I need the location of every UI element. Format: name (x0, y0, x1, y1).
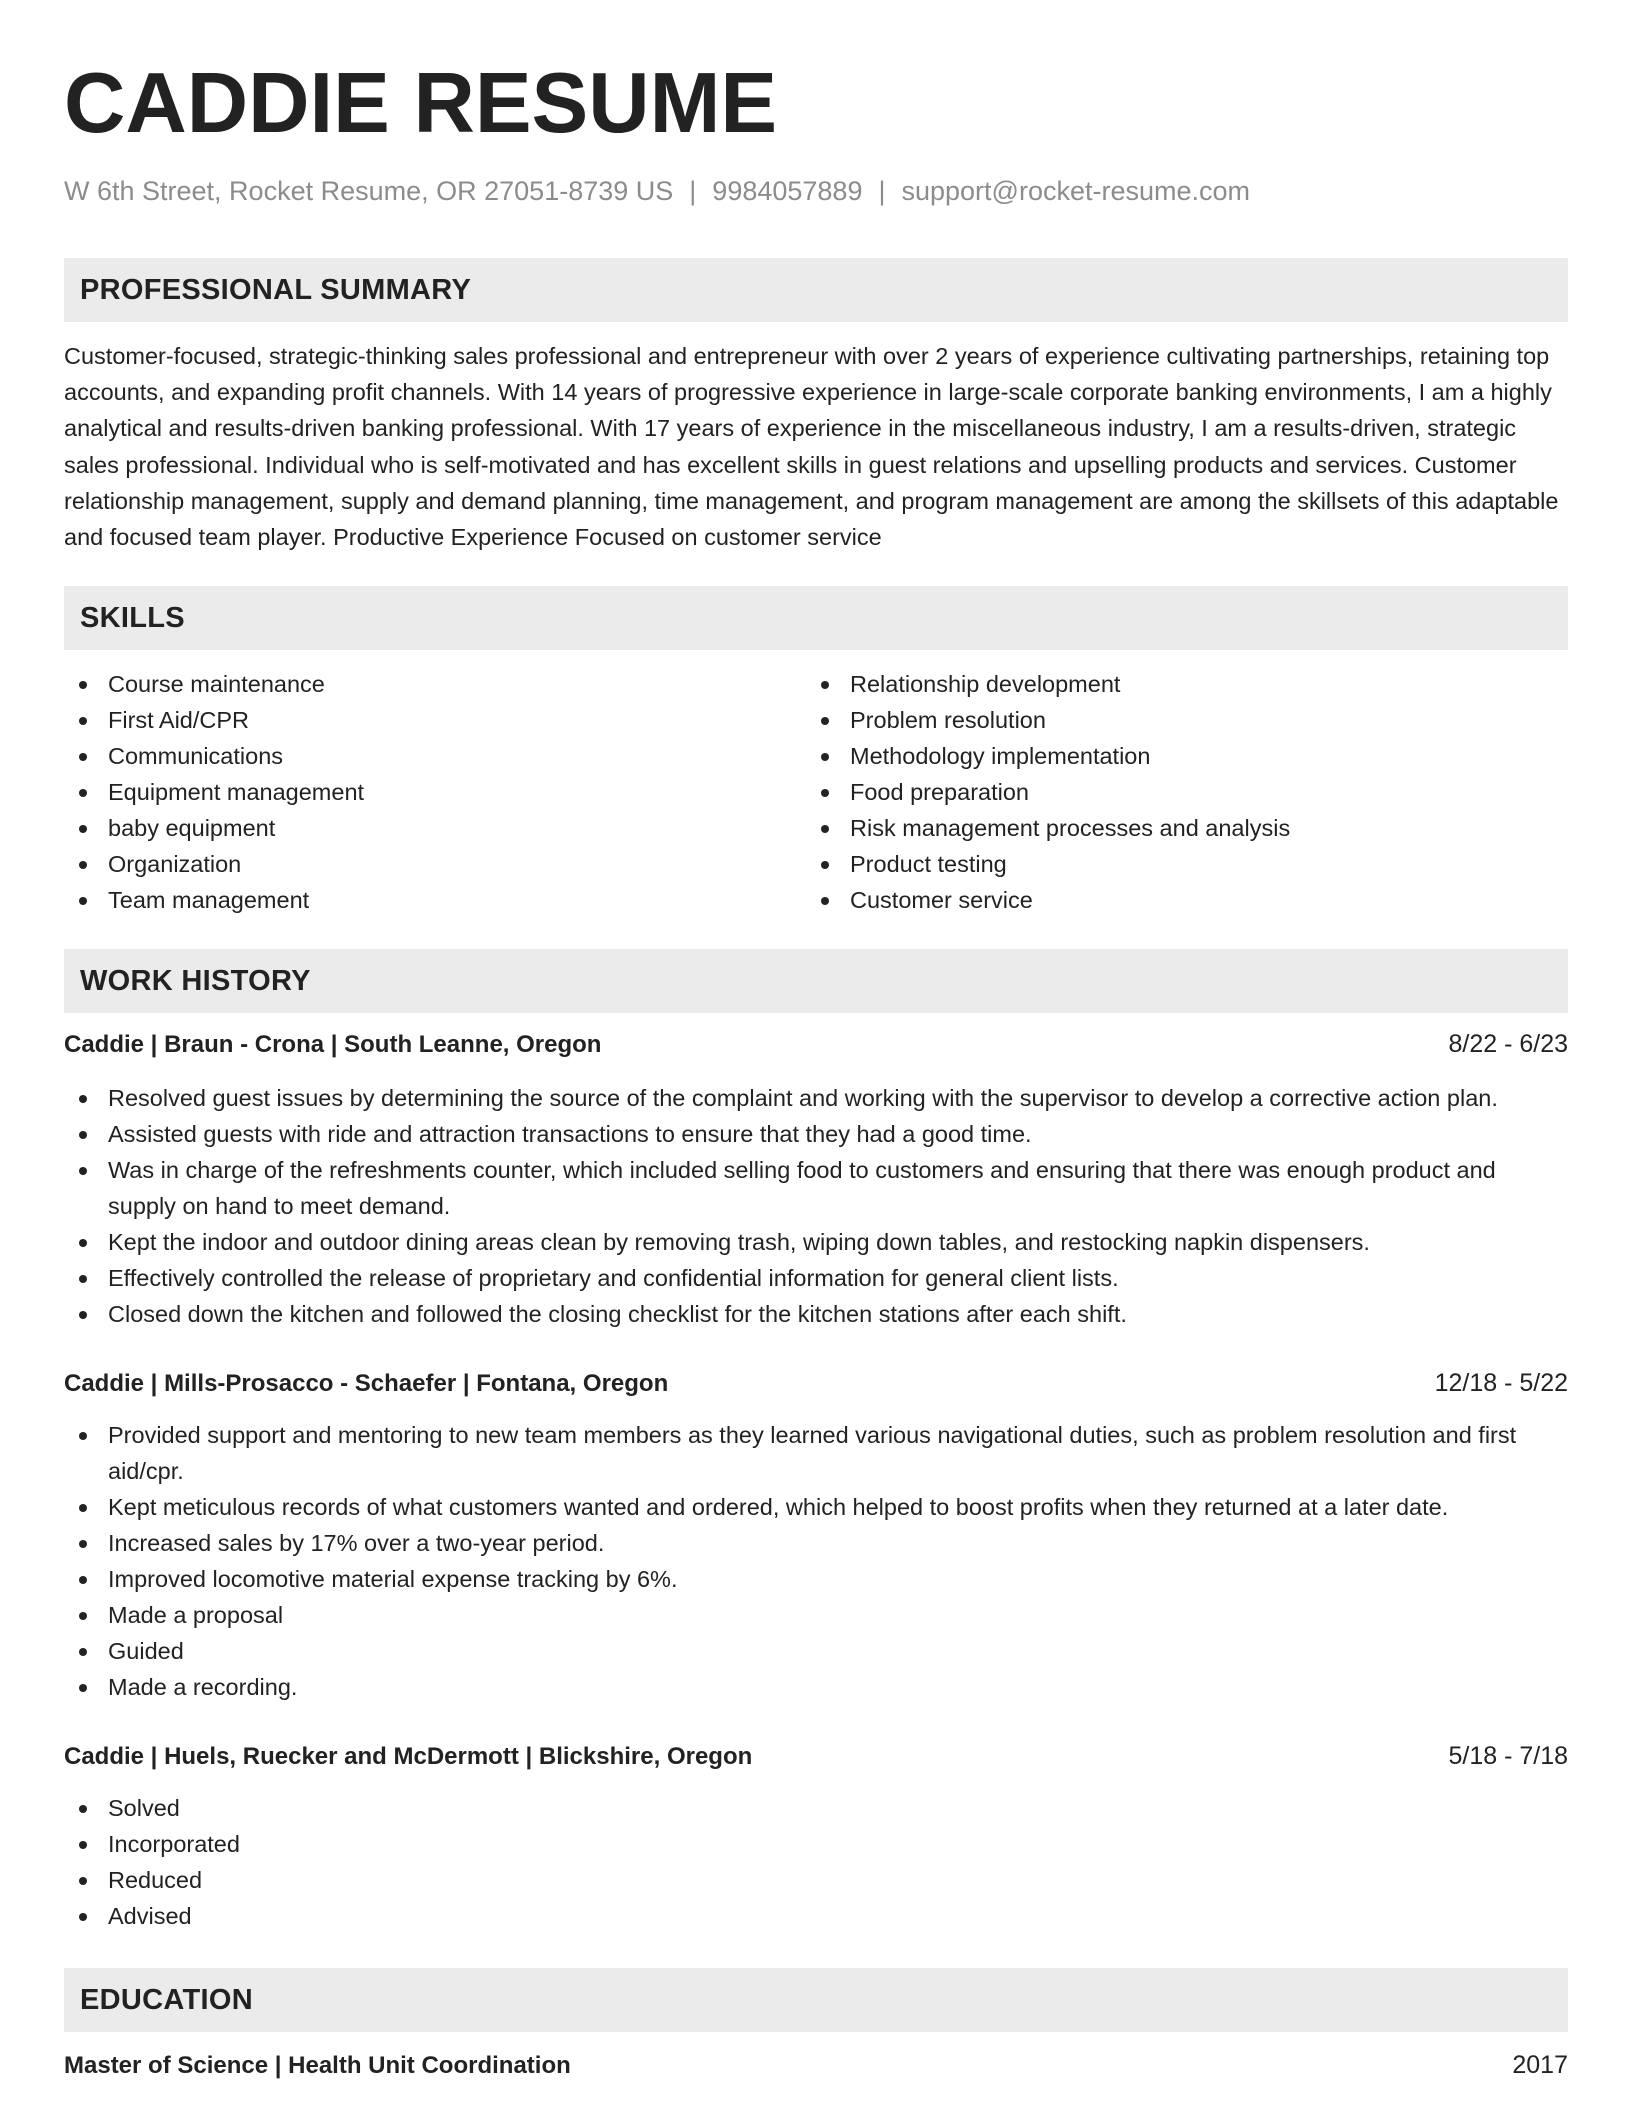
job-dates: 5/18 - 7/18 (1448, 1742, 1568, 1771)
skill-item: Problem resolution (806, 702, 1566, 738)
job-title: Caddie | Braun - Crona | South Leanne, Oregon (64, 1031, 602, 1059)
skill-item: Methodology implementation (806, 738, 1566, 774)
skill-item: baby equipment (64, 810, 806, 846)
skill-item: Customer service (806, 882, 1566, 918)
job-bullet: Solved (64, 1790, 1568, 1826)
job-bullet: Assisted guests with ride and attraction transactions to ensure that they had a good time. (64, 1116, 1568, 1152)
skill-item: Communications (64, 738, 806, 774)
job-bullets (64, 1080, 1568, 1332)
contact-address: W 6th Street, Rocket Resume, OR 27051-8739 US (64, 176, 674, 206)
job-bullet: Kept the indoor and outdoor dining areas clean by removing trash, wiping down tables, and restocking napkin dispensers. (64, 1224, 1568, 1260)
summary-text: Customer-focused, strategic-thinking sales professional and entrepreneur with over 2 years of experience cultivating partnerships, retaining top accounts, and expanding profit channels. With 14 years of progressive experience in large-scale corporate banking environments, I am a highly analytical and results-driven banking professional. With 17 years of experience in the miscellaneous industry, I am a results-driven, strategic sales professional. Individual who is self-motivated and has excellent skills in guest relations and upselling products and services. Customer relationship management, supply and demand planning, time management, and program management are among the skillsets of this adaptable and focused team player. Productive Experience Focused on customer service (64, 343, 1559, 551)
job-bullets (64, 1790, 1568, 1934)
skill-item: First Aid/CPR (64, 702, 806, 738)
section-header-summary: PROFESSIONAL SUMMARY (64, 258, 1568, 322)
education-entry (64, 2048, 1568, 2083)
job-bullet: Guided (64, 1633, 1568, 1669)
skill-item: Equipment management (64, 774, 806, 810)
education-title: Master of Science | Health Unit Coordination (64, 2052, 571, 2080)
job-entry (64, 1366, 1568, 1705)
job-bullet: Improved locomotive material expense tracking by 6%. (64, 1561, 1568, 1597)
job-title: Caddie | Huels, Ruecker and McDermott | Blickshire, Oregon (64, 1743, 753, 1771)
section-header-education: EDUCATION (64, 1968, 1568, 2032)
job-bullet: Was in charge of the refreshments counter, which included selling food to customers and ensuring that there was enough product and supply on hand to meet demand. (64, 1152, 1568, 1224)
job-bullet: Closed down the kitchen and followed the closing checklist for the kitchen stations after each shift. (64, 1296, 1568, 1332)
contact-email: support@rocket-resume.com (901, 176, 1251, 206)
job-entry (64, 1027, 1568, 1332)
job-entry (64, 1739, 1568, 1934)
section-header-skills: SKILLS (64, 586, 1568, 650)
job-dates: 12/18 - 5/22 (1434, 1369, 1568, 1398)
skill-item: Course maintenance (64, 666, 806, 702)
resume-name: CADDIE RESUME (64, 56, 778, 151)
job-bullet: Made a recording. (64, 1669, 1568, 1705)
education-year: 2017 (1512, 2051, 1568, 2080)
skills-column-left (64, 666, 806, 918)
job-bullet: Effectively controlled the release of proprietary and confidential information for general client lists. (64, 1260, 1568, 1296)
job-bullet: Made a proposal (64, 1597, 1568, 1633)
job-bullet: Advised (64, 1898, 1568, 1934)
job-bullet: Reduced (64, 1862, 1568, 1898)
contact-separator: | (689, 176, 697, 206)
skill-item: Product testing (806, 846, 1566, 882)
job-bullet: Increased sales by 17% over a two-year period. (64, 1525, 1568, 1561)
contact-phone: 9984057889 (712, 176, 863, 206)
job-title: Caddie | Mills-Prosacco - Schaefer | Fontana, Oregon (64, 1370, 669, 1398)
skill-item: Relationship development (806, 666, 1566, 702)
job-bullet: Incorporated (64, 1826, 1568, 1862)
skills-column-right (806, 666, 1566, 918)
skill-item: Risk management processes and analysis (806, 810, 1566, 846)
skill-item: Organization (64, 846, 806, 882)
section-header-work-history: WORK HISTORY (64, 949, 1568, 1013)
contact-separator: | (878, 176, 886, 206)
job-bullet: Provided support and mentoring to new team members as they learned various navigational duties, such as problem resolution and first aid/cpr. (64, 1417, 1568, 1489)
job-bullet: Kept meticulous records of what customers wanted and ordered, which helped to boost profits when they returned at a later date. (64, 1489, 1568, 1525)
job-heading (64, 1366, 1568, 1401)
skills-list (64, 666, 1568, 918)
contact-line (64, 174, 1568, 208)
job-heading (64, 1027, 1568, 1062)
job-bullet: Resolved guest issues by determining the source of the complaint and working with the supervisor to develop a corrective action plan. (64, 1080, 1568, 1116)
job-heading (64, 1739, 1568, 1774)
skill-item: Food preparation (806, 774, 1566, 810)
job-dates: 8/22 - 6/23 (1448, 1030, 1568, 1059)
skill-item: Team management (64, 882, 806, 918)
job-bullets (64, 1417, 1568, 1705)
